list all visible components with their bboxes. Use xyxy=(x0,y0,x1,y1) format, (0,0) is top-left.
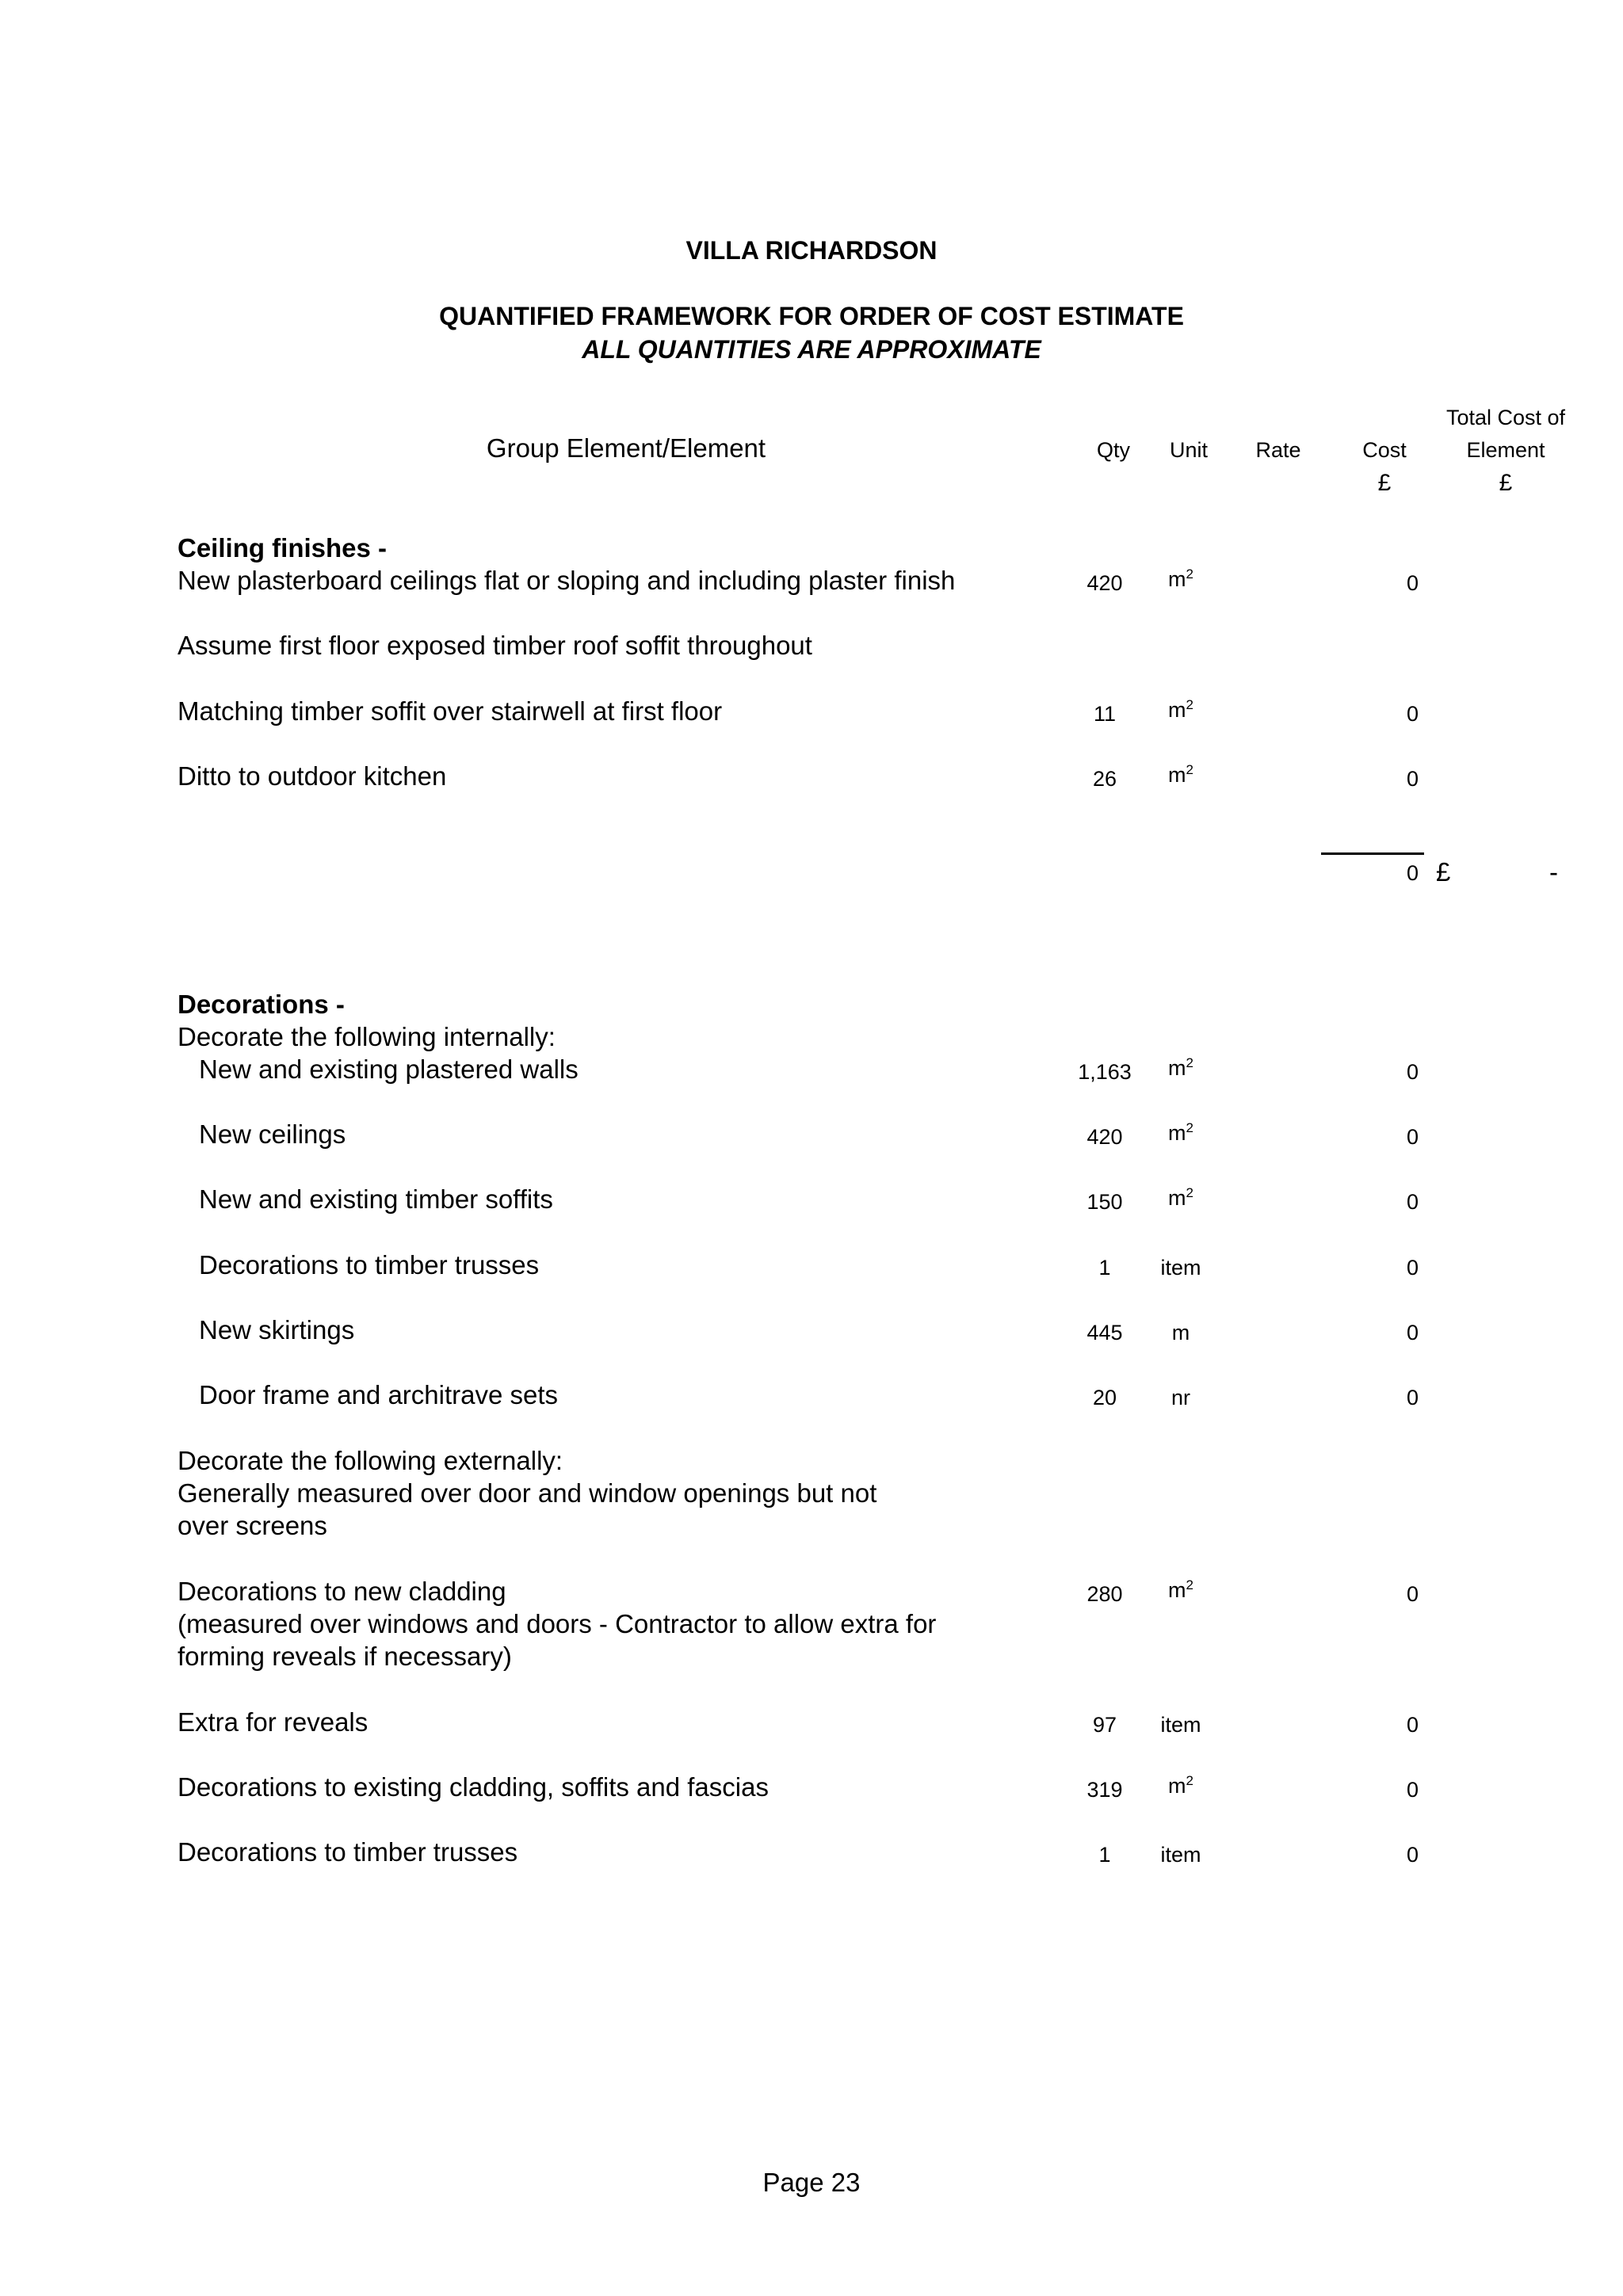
row-description: Extra for reveals xyxy=(178,1707,369,1737)
row-description: New and existing plastered walls xyxy=(199,1055,579,1084)
column-header-qty: Qty xyxy=(1096,438,1130,462)
row-unit: $m^2$ xyxy=(1168,762,1193,787)
row-cost: 0 xyxy=(1406,571,1419,595)
row-description: Ditto to outdoor kitchen xyxy=(178,761,447,791)
row-unit: m xyxy=(1171,1321,1190,1344)
document-title: VILLA RICHARDSON xyxy=(685,236,938,265)
row-unit: $m^2$ xyxy=(1168,1120,1193,1145)
row-description: New and existing timber soffits xyxy=(199,1184,553,1214)
row-unit: item xyxy=(1160,1843,1201,1867)
ceiling-total-currency: £ xyxy=(1436,857,1451,887)
column-header-cost: Cost xyxy=(1362,438,1407,462)
row-description: New plasterboard ceilings flat or sloping and including plaster finish xyxy=(178,566,956,595)
row-description: Door frame and architrave sets xyxy=(199,1380,559,1409)
row-qty: 1 xyxy=(1098,1843,1111,1867)
ceiling-subtotal: 0 xyxy=(1406,861,1419,885)
section-heading-ceiling: Ceiling finishes - xyxy=(178,533,388,563)
external-intro-2: Generally measured over door and window openings but not xyxy=(178,1478,877,1508)
row-cost: 0 xyxy=(1406,1125,1419,1149)
row-cost: 0 xyxy=(1406,1256,1419,1280)
column-header-total-line1: Total Cost of xyxy=(1445,406,1566,429)
row-qty: 420 xyxy=(1086,1125,1123,1149)
row-cost: 0 xyxy=(1406,767,1419,791)
row-qty: 420 xyxy=(1086,571,1123,595)
row-description: Decorations to timber trusses xyxy=(178,1837,518,1867)
row-unit: $m^2$ xyxy=(1168,1185,1193,1210)
row-qty: 280 xyxy=(1086,1582,1123,1606)
column-header-element: Group Element/Element xyxy=(486,433,766,463)
row-unit: nr xyxy=(1170,1386,1190,1409)
row-unit: $m^2$ xyxy=(1168,1577,1193,1602)
row-description: Decorations to existing cladding, soffits and fascias xyxy=(178,1772,769,1802)
page-number: Page 23 xyxy=(762,2168,861,2197)
row-cost: 0 xyxy=(1406,1778,1419,1802)
row-description-line2: (measured over windows and doors - Contractor to allow extra for xyxy=(178,1609,937,1638)
row-description: New ceilings xyxy=(199,1119,346,1149)
row-unit: $m^2$ xyxy=(1168,566,1193,591)
ceiling-total-value: - xyxy=(1549,857,1558,887)
internal-intro: Decorate the following internally: xyxy=(178,1022,556,1051)
row-qty: 445 xyxy=(1086,1321,1123,1344)
row-cost: 0 xyxy=(1406,1582,1419,1606)
external-intro-1: Decorate the following externally: xyxy=(178,1446,563,1475)
row-description: New skirtings xyxy=(199,1315,355,1344)
row-unit: $m^2$ xyxy=(1168,1773,1193,1798)
row-description: Decorations to timber trusses xyxy=(199,1250,540,1280)
row-unit: item xyxy=(1160,1713,1201,1737)
row-cost: 0 xyxy=(1406,1060,1419,1084)
row-cost: 0 xyxy=(1406,702,1419,726)
row-description: Decorations to new cladding xyxy=(178,1577,506,1606)
row-qty: 97 xyxy=(1092,1713,1117,1737)
row-description-line3: forming reveals if necessary) xyxy=(178,1642,512,1671)
row-description: Matching timber soffit over stairwell at first floor xyxy=(178,696,723,726)
row-unit: item xyxy=(1160,1256,1201,1280)
column-header-total-currency: £ xyxy=(1499,470,1513,496)
section-heading-decorations: Decorations - xyxy=(178,990,345,1019)
row-qty: 26 xyxy=(1092,767,1117,791)
row-cost: 0 xyxy=(1406,1713,1419,1737)
row-unit: $m^2$ xyxy=(1168,1055,1193,1080)
subtotal-rule xyxy=(1321,852,1424,855)
column-header-unit: Unit xyxy=(1169,438,1208,462)
row-qty: 1,163 xyxy=(1078,1060,1132,1084)
row-unit: $m^2$ xyxy=(1168,697,1193,722)
row-cost: 0 xyxy=(1406,1321,1419,1344)
row-qty: 319 xyxy=(1086,1778,1123,1802)
row-cost: 0 xyxy=(1406,1386,1419,1409)
row-cost: 0 xyxy=(1406,1843,1419,1867)
column-header-total-line2: Element xyxy=(1466,438,1545,462)
document-subtitle: QUANTIFIED FRAMEWORK FOR ORDER OF COST ESTIMATE xyxy=(439,302,1184,330)
column-header-cost-currency: £ xyxy=(1377,470,1392,496)
document-note: ALL QUANTITIES ARE APPROXIMATE xyxy=(582,335,1041,364)
column-header-rate: Rate xyxy=(1255,438,1301,462)
row-qty: 150 xyxy=(1086,1190,1123,1214)
row-qty: 1 xyxy=(1098,1256,1111,1280)
external-intro-3: over screens xyxy=(178,1511,327,1540)
row-qty: 20 xyxy=(1092,1386,1117,1409)
row-cost: 0 xyxy=(1406,1190,1419,1214)
row-qty: 11 xyxy=(1093,702,1117,726)
row-description: Assume first floor exposed timber roof soffit throughout xyxy=(178,631,812,660)
